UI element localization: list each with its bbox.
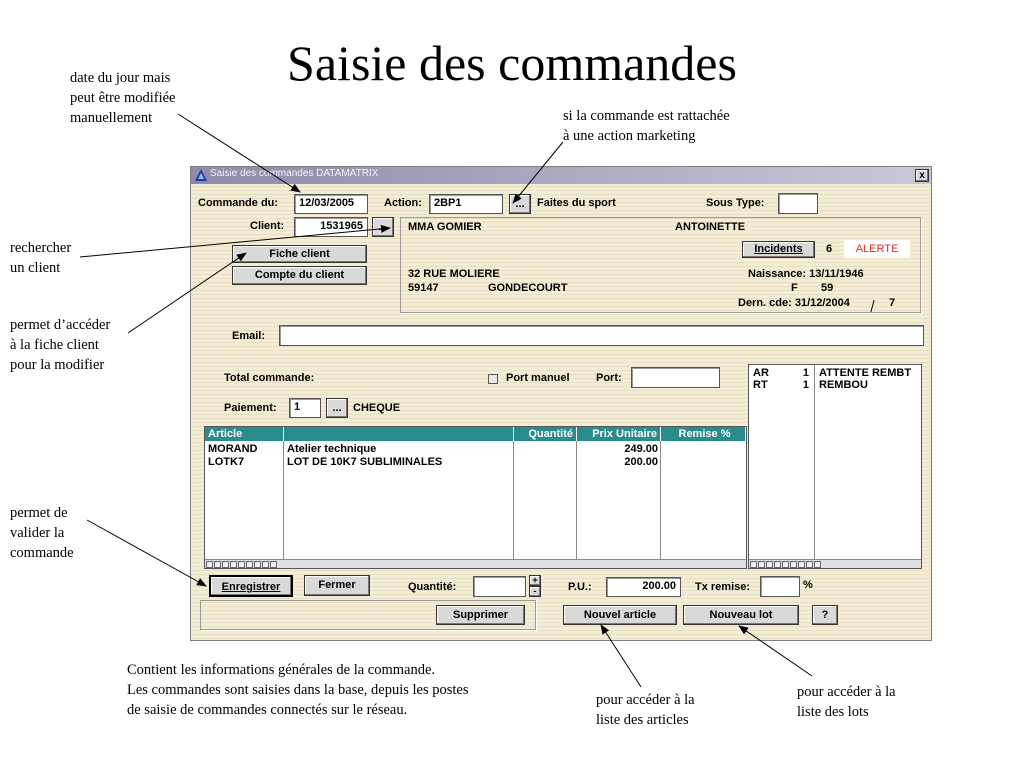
arrow-action [513, 142, 563, 203]
article-description: Atelier technique [287, 443, 377, 455]
incidents-button[interactable]: Incidents [742, 241, 815, 258]
paiement-label: Paiement: [224, 402, 277, 414]
article-description: LOT DE 10K7 SUBLIMINALES [287, 456, 443, 468]
column-header-remise[interactable]: Remise % [661, 427, 746, 441]
client-firstname: ANTOINETTE [675, 221, 746, 233]
arrow-lots [739, 626, 812, 676]
client-input[interactable]: 1531965 [294, 217, 368, 237]
client-birthdate: Naissance: 13/11/1946 [748, 268, 864, 280]
port-manuel-label: Port manuel [506, 372, 570, 384]
arrow-valider [87, 520, 206, 586]
slide-title: Saisie des commandes [287, 35, 737, 91]
paiement-lookup-button[interactable]: ... [326, 398, 348, 418]
article-price: 249.00 [624, 443, 658, 455]
status-code: RT [753, 379, 768, 391]
note-valider: permet de valider la commande [10, 505, 74, 561]
email-label: Email: [232, 330, 266, 342]
note-lots: pour accéder à la liste des lots [797, 684, 896, 720]
status-count: 1 [802, 379, 809, 391]
status-count: 1 [802, 367, 809, 379]
incidents-count: 6 [826, 243, 833, 255]
quantity-decrement-icon[interactable]: - [529, 586, 541, 597]
alert-badge: ALERTE [844, 240, 910, 258]
paiement-input[interactable]: 1 [289, 398, 321, 418]
fiche-client-button[interactable]: Fiche client [232, 245, 367, 263]
nouvel-article-button[interactable]: Nouvel article [563, 605, 677, 625]
last-order-count: 7 [889, 297, 896, 309]
client-name: MMA GOMIER [408, 221, 482, 233]
client-search-button[interactable]: ... [372, 217, 394, 237]
article-price: 200.00 [624, 456, 658, 468]
supprimer-button[interactable]: Supprimer [436, 605, 525, 625]
status-code: AR [753, 367, 769, 379]
quantity-increment-icon[interactable]: + [529, 575, 541, 586]
arrow-date [178, 114, 300, 192]
status-label: ATTENTE REMBT [819, 367, 912, 379]
column-header-article[interactable]: Article [205, 427, 284, 441]
column-header-prix[interactable]: Prix Unitaire [577, 427, 661, 441]
note-rechercher: rechercher un client [10, 240, 72, 276]
percent-sign: % [803, 579, 813, 591]
arrow-rechercher [80, 228, 390, 257]
note-general: Contient les informations générales de la commande. Les commandes sont saisies dans la base, depuis les postes de saisie de commandes connectés sur le réseau. [127, 662, 469, 718]
soustype-label: Sous Type: [706, 197, 765, 209]
client-city: GONDECOURT [488, 282, 568, 294]
fermer-button[interactable]: Fermer [304, 575, 370, 596]
article-code: LOTK7 [208, 456, 245, 468]
commande-label: Commande du: [198, 197, 279, 209]
nouveau-lot-button[interactable]: Nouveau lot [683, 605, 799, 625]
article-code: MORAND [208, 443, 258, 455]
note-action: si la commande est rattachée à une action marketing [563, 108, 730, 144]
paiement-description: CHEQUE [353, 402, 401, 414]
port-label: Port: [596, 372, 622, 384]
window-title: Saisie des commandes DATAMATRIX [210, 168, 379, 179]
status-label: REMBOU [819, 379, 868, 391]
action-input[interactable]: 2BP1 [429, 194, 503, 214]
action-description: Faites du sport [537, 197, 616, 209]
enregistrer-button[interactable]: Enregistrer [209, 575, 293, 597]
pu-label: P.U.: [568, 581, 592, 593]
action-label: Action: [384, 197, 422, 209]
close-button[interactable]: x [915, 169, 929, 182]
column-header-quantite[interactable]: Quantité [514, 427, 577, 441]
client-sex: F [791, 282, 798, 294]
arrow-articles [601, 625, 641, 687]
pu-input[interactable]: 200.00 [606, 577, 681, 597]
client-postcode: 59147 [408, 282, 439, 294]
quantite-label: Quantité: [408, 581, 457, 593]
note-articles: pour accéder à la liste des articles [596, 692, 695, 728]
note-fiche: permet d’accéder à la fiche client pour la modifier [10, 317, 111, 373]
compte-client-button[interactable]: Compte du client [232, 266, 367, 285]
arrow-fiche [128, 253, 246, 333]
txremise-label: Tx remise: [695, 581, 751, 593]
client-label: Client: [250, 220, 285, 232]
last-order-date: Dern. cde: 31/12/2004 [738, 297, 850, 309]
action-lookup-button[interactable]: ... [509, 194, 531, 214]
client-dept: 59 [821, 282, 834, 294]
client-street: 32 RUE MOLIERE [408, 268, 500, 280]
commande-date-input[interactable]: 12/03/2005 [294, 194, 368, 214]
help-button[interactable]: ? [812, 605, 838, 625]
total-label: Total commande: [224, 372, 315, 384]
note-date: date du jour mais peut être modifiée manuellement [70, 70, 176, 126]
